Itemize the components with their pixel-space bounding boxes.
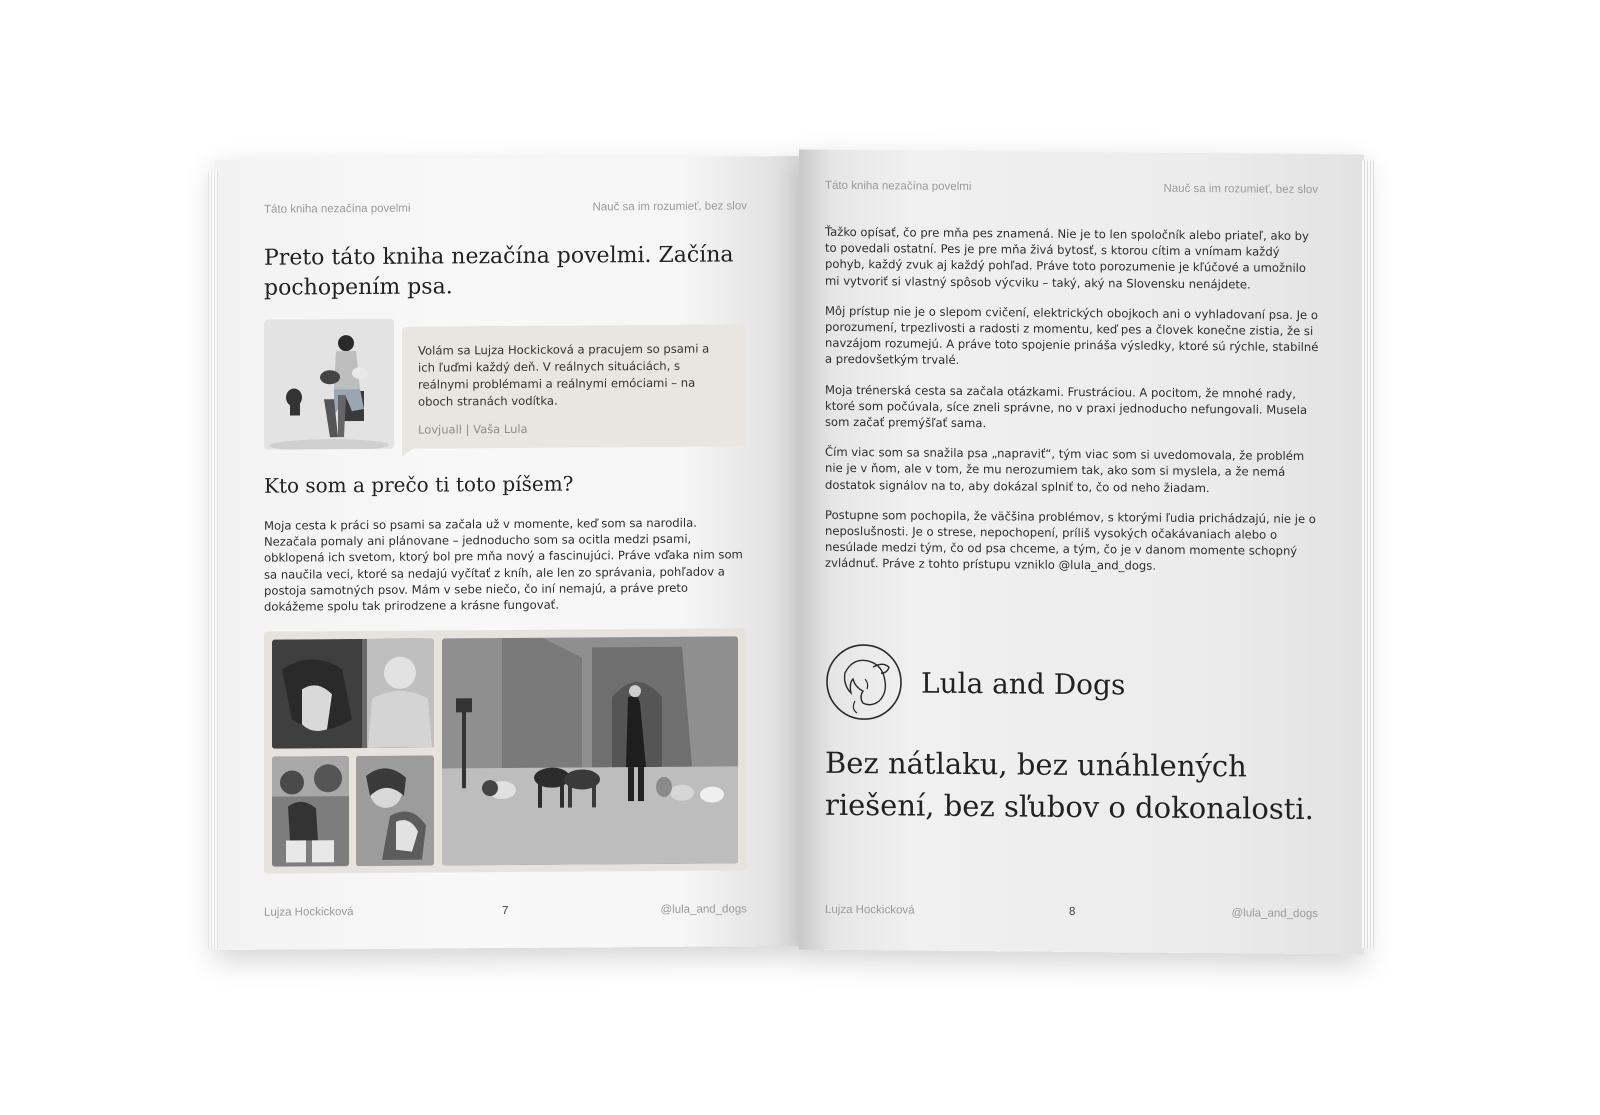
right-footer-handle: @lula_and_dogs: [1231, 907, 1318, 921]
left-page-edges: [208, 172, 218, 948]
photo-collage: [264, 628, 747, 873]
right-page: [799, 150, 1364, 955]
quote-box: [402, 324, 747, 448]
left-running-header: Táto kniha nezačína povelmi: [264, 202, 411, 216]
paragraph: Môj prístup nie je o slepom cvičení, elektrických obojkoch ani o vyhladovaní psa. Je o porozumení, trpezlivosti a radosti z momentu, keď pes a človek konečne zistia, že si navzájom rozumejú. A práve toto spojenie prináša výsledky, ktoré sú rýchle, stabilné a predovšetkým trvalé.: [825, 303, 1319, 368]
paragraph: Postupne som pochopila, že väčšina problémov, s ktorými ľudia prichádzajú, nie je o neposlušnosti. Je o strese, nepochopení, príliš vysokých očakávaniach alebo o nesúlade medzi tým, čo od psa chceme, a tým, čo je v danom momente schopný zvládnuť. Práve z tohto prístupu vzniklo @lula_and_dogs.: [825, 507, 1316, 574]
dog-awards-photo: [272, 756, 349, 867]
paragraph: Ťažko opísať, čo pre mňa pes znamená. Nie je to len spoločník alebo priateľ, ako by to povedali ostatní. Pes je pre mňa živá bytosť, s ktorou cítim a vnímam každý pohyb, každý zvuk aj každý pohľad. Práve toto porozumenie je kľúčové a umožnilo mi vytvoriť si vlastný spôsob výcviku – taký, aký na Slovensku nenájdete.: [825, 224, 1309, 292]
child-with-dog-photo: [356, 756, 434, 867]
right-footer-author: Lujza Hockicková: [825, 903, 915, 917]
collie-baby-photo: [272, 639, 434, 749]
left-running-header-right: Nauč sa im rozumieť, bez slov: [592, 200, 747, 214]
section-heading: Kto som a prečo ti toto píšem?: [264, 471, 574, 498]
quote-signature: Lovjuall | Vaša Lula: [418, 421, 528, 437]
quote-tail: [402, 445, 418, 457]
open-book: [214, 152, 1364, 952]
paragraph: Čím viac som sa snažila psa „napraviť“, tým viac som si uvedomovala, že problém nie je v ňom, ale v tom, že mu nerozumiem tak, ako som si myslela, a že nemá dostatok signálov na to, aby dokázal splniť to, čo od neho žiadam.: [825, 444, 1305, 495]
quote-text: Volám sa Lujza Hockicková a pracujem so psami a ich ľuďmi každý deň. V reálnych situáciách, s reálnymi problémami a reálnymi emóciami – na oboch stranách vodítka.: [418, 341, 710, 409]
right-body-text: [825, 224, 1321, 590]
right-page-edges: [1362, 160, 1374, 948]
right-page-number: 8: [1069, 905, 1076, 918]
brand-name: Lula and Dogs: [921, 666, 1126, 702]
lula-and-dogs-logo-icon: [825, 643, 903, 722]
intro-paragraph: Moja cesta k práci so psami sa začala už v momente, keď som sa narodila. Nezačala pomaly ani plánovane – jednoducho som sa ocitla medzi psami, obklopená ich svetom, ktorý bol pre mňa nový a fascinujúci. Práve vďaka nim som sa naučila veci, ktoré sa nedajú vyčítať z kníh, ale len zo správania, pohľadov a postoja samotných psov. Mám v sebe niečo, čo iní nemajú, a práve preto dokážeme spolu tak prirodzene a krásne fungovať.: [264, 515, 743, 614]
right-running-header-right: Nauč sa im rozumieť, bez slov: [1163, 182, 1318, 197]
page-title: Preto táto kniha nezačína povelmi. Začína pochopením psa.: [264, 242, 734, 301]
paragraph: Moja trénerská cesta sa začala otázkami. Frustráciou. A pocitom, že mnohé rady, ktoré som počúvala, síce zneli správne, no v praxi jednoducho nefungovali. Musela som začať premýšľať sama.: [825, 382, 1308, 431]
left-footer-author: Lujza Hockicková: [264, 906, 354, 919]
left-page-number: 7: [502, 904, 509, 918]
right-running-header: Táto kniha nezačína povelmi: [825, 179, 972, 194]
author-photo: [264, 319, 394, 450]
left-footer-handle: @lula_and_dogs: [660, 903, 747, 916]
tagline: Bez nátlaku, bez unáhlených riešení, bez sľubov o dokonalosti.: [825, 745, 1314, 827]
dogs-in-city-photo: [442, 636, 738, 865]
left-page: [214, 156, 799, 950]
